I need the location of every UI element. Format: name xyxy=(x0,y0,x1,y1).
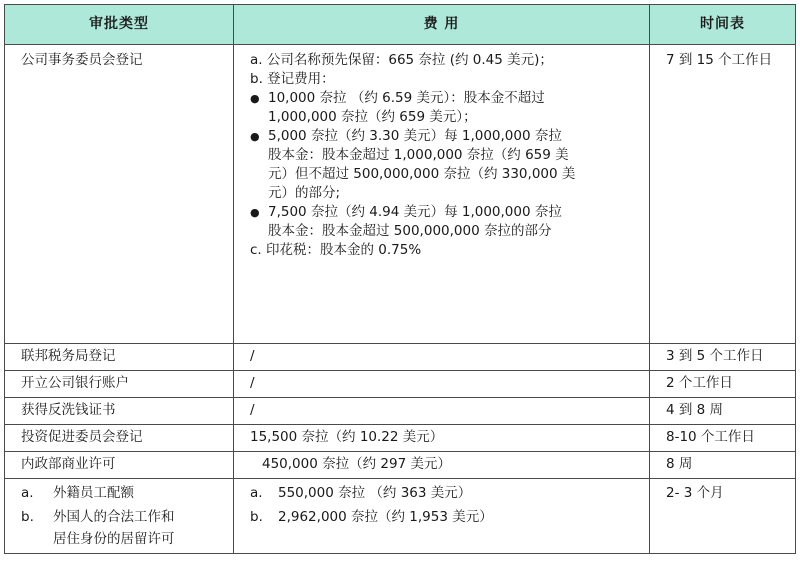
table-row xyxy=(5,398,796,425)
list-item-text: 外籍员工配额 xyxy=(53,485,134,501)
list-item-text: 外国人的合法工作和 xyxy=(53,509,175,525)
header-approval-type: 审批类型 xyxy=(5,5,234,45)
fee-line: 股本金：股本金超过 500,000,000 奈拉的部分 xyxy=(268,223,552,239)
bullet-icon: ● xyxy=(250,130,260,143)
fee-line: 股本金：股本金超过 1,000,000 奈拉（约 659 美 xyxy=(268,147,569,163)
fee-line: 10,000 奈拉 （约 6.59 美元）：股本金不超过 xyxy=(268,90,545,106)
table-header-row xyxy=(5,5,796,45)
fee-line: 7,500 奈拉（约 4.94 美元）每 1,000,000 奈拉 xyxy=(268,204,562,220)
fee-list-item xyxy=(250,508,641,527)
timeline-cell: 8-10 个工作日 xyxy=(650,425,796,452)
table-row xyxy=(5,479,796,554)
list-prefix: a. xyxy=(21,485,34,501)
timeline-cell: 7 到 15 个工作日 xyxy=(650,45,796,344)
table-row xyxy=(5,425,796,452)
bullet-icon: ● xyxy=(250,92,260,105)
fee-line: a. 公司名称预先保留：665 奈拉 (约 0.45 美元)； xyxy=(250,52,553,68)
type-list-item xyxy=(21,508,227,527)
fee-bullet-line xyxy=(250,203,641,222)
fee-line: 元）但不超过 500,000,000 奈拉（约 330,000 美 xyxy=(268,166,576,182)
approval-type-cell xyxy=(5,479,234,554)
fee-line: 元）的部分; xyxy=(268,185,341,201)
approval-type-cell: 联邦税务局登记 xyxy=(5,344,234,371)
table-row xyxy=(5,452,796,479)
header-fee: 费 用 xyxy=(234,5,650,45)
fee-cell xyxy=(234,479,650,554)
timeline-cell: 2- 3 个月 xyxy=(650,479,796,554)
fee-cell: 450,000 奈拉（约 297 美元） xyxy=(234,452,650,479)
approval-type-cell: 内政部商业许可 xyxy=(5,452,234,479)
timeline-cell: 8 周 xyxy=(650,452,796,479)
fee-cell xyxy=(234,45,650,344)
type-list-item xyxy=(21,484,227,503)
timeline-cell: 4 到 8 周 xyxy=(650,398,796,425)
fee-list-item xyxy=(250,484,641,503)
fee-line: c. 印花税：股本金的 0.75% xyxy=(250,242,422,258)
fee-bullet-line xyxy=(250,89,641,108)
bullet-icon: ● xyxy=(250,206,260,219)
list-item-text: 2,962,000 奈拉（约 1,953 美元） xyxy=(278,509,493,525)
approval-type-cell: 获得反洗钱证书 xyxy=(5,398,234,425)
fee-cell: / xyxy=(234,371,650,398)
fee-schedule-sheet xyxy=(4,4,795,561)
fee-cell: / xyxy=(234,344,650,371)
fee-line: b. 登记费用： xyxy=(250,71,335,87)
fee-line: 1,000,000 奈拉（约 659 美元）； xyxy=(268,109,477,125)
list-prefix: a. xyxy=(250,485,263,501)
table-row xyxy=(5,45,796,344)
table-row xyxy=(5,371,796,398)
timeline-cell: 3 到 5 个工作日 xyxy=(650,344,796,371)
approval-type-cell: 公司事务委员会登记 xyxy=(5,45,234,344)
header-timeline: 时间表 xyxy=(650,5,796,45)
table-row xyxy=(5,344,796,371)
fee-cell: / xyxy=(234,398,650,425)
list-prefix: b. xyxy=(21,509,34,525)
approval-type-cell: 投资促进委员会登记 xyxy=(5,425,234,452)
list-item-text: 550,000 奈拉 （约 363 美元） xyxy=(278,485,472,501)
approval-fee-table xyxy=(4,4,796,554)
timeline-cell: 2 个工作日 xyxy=(650,371,796,398)
fee-line: 5,000 奈拉（约 3.30 美元）每 1,000,000 奈拉 xyxy=(268,128,562,144)
list-prefix: b. xyxy=(250,509,263,525)
list-item-continuation: 居住身份的居留许可 xyxy=(53,531,175,547)
fee-bullet-line xyxy=(250,127,641,146)
fee-cell: 15,500 奈拉（约 10.22 美元） xyxy=(234,425,650,452)
approval-type-cell: 开立公司银行账户 xyxy=(5,371,234,398)
